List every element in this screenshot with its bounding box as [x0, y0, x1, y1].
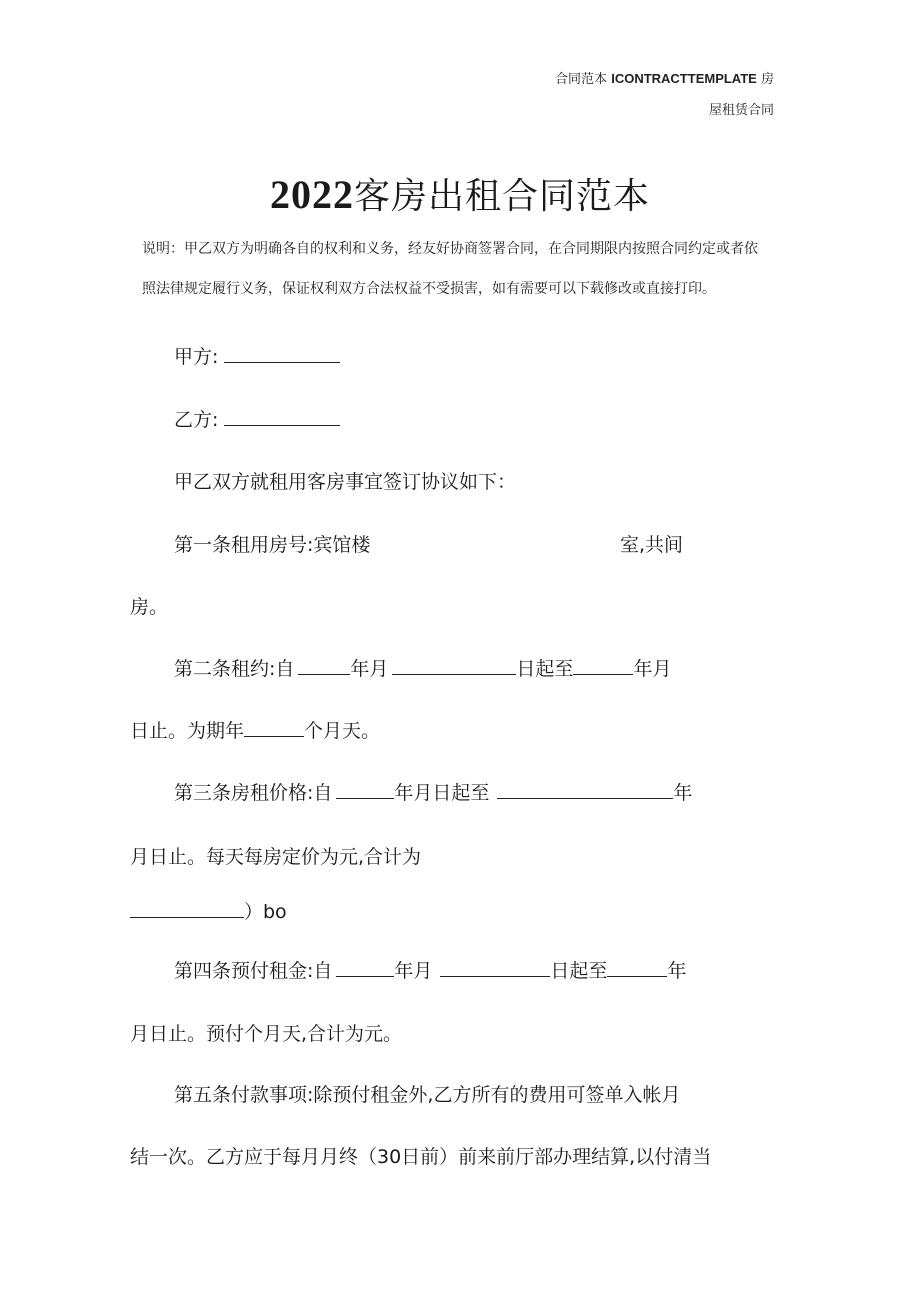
article2-blank-1[interactable] [298, 656, 350, 675]
article3-cont: 月日止。每天每房定价为元,合计为 [130, 846, 422, 868]
header-line1-latin: ICONTRACTTEMPLATE [611, 71, 757, 86]
article4-blank-3[interactable] [607, 958, 667, 977]
title-year: 2022 [269, 172, 354, 217]
article3-p3: 年 [673, 782, 693, 804]
article4-blank-2[interactable] [440, 958, 550, 977]
article3-p1: 第三条房租价格:自 [174, 782, 333, 804]
article4-cont: 月日止。预付个月天,合计为元。 [130, 1023, 403, 1045]
article1-line1 [174, 530, 370, 557]
article2-p1: 第二条租约:自 [174, 658, 295, 680]
header-line-1 [555, 68, 774, 87]
article3-p2: 年月日起至 [394, 782, 490, 804]
article1-part2: 室,共间 [620, 534, 684, 556]
article4-line1 [174, 956, 686, 983]
note-line-1: 说明：甲乙双方为明确各自的权利和义务，经友好协商签署合同，在合同期限内按照合同约定或者依 [142, 241, 758, 257]
party-a-blank[interactable] [224, 344, 340, 363]
note-line-2: 照法律规定履行义务，保证权利双方合法权益不受损害，如有需要可以下载修改或直接打印。 [142, 281, 716, 297]
article1-part1: 第一条租用房号:宾馆楼 [174, 534, 371, 556]
article3-tail: ）bo [244, 901, 287, 923]
party-b-line [174, 405, 340, 432]
party-b-label: 乙方: [174, 409, 219, 431]
article3-line3 [130, 897, 287, 924]
article4-p3: 日起至 [550, 960, 608, 982]
article4-p4: 年 [667, 960, 687, 982]
party-a-label: 甲方: [174, 346, 219, 368]
article2-line1 [174, 654, 671, 681]
article2-cont2: 个月天。 [304, 720, 381, 742]
article3-blank-3[interactable] [130, 899, 244, 918]
article3-line1 [174, 778, 692, 805]
party-a-line [174, 342, 340, 369]
article4-p2: 年月 [394, 960, 433, 982]
article3-blank-1[interactable] [336, 780, 394, 799]
article2-blank-4[interactable] [244, 718, 304, 737]
article2-cont1: 日止。为期年 [130, 720, 245, 742]
article2-line2 [130, 716, 380, 743]
article5-line2: 结一次。乙方应于每月月终（30日前）前来前厅部办理结算,以付清当 [130, 1146, 712, 1168]
article2-p2: 年月 [350, 658, 389, 680]
article2-blank-3[interactable] [573, 656, 633, 675]
intro-line: 甲乙双方就租用客房事宜签订协议如下： [174, 471, 517, 493]
party-b-blank[interactable] [224, 407, 340, 426]
title-text: 客房出租合同范本 [353, 176, 650, 217]
article5-line1: 第五条付款事项:除预付租金外,乙方所有的费用可签单入帐月 [174, 1084, 681, 1106]
article2-blank-2[interactable] [392, 656, 516, 675]
article1-cont: 房。 [130, 596, 169, 618]
header-line-2 [709, 99, 774, 118]
header-line1-cn: 合同范本 [555, 72, 608, 87]
article2-p4: 年月 [633, 658, 672, 680]
article2-p3: 日起至 [516, 658, 574, 680]
header-line2-text: 屋租赁合同 [708, 103, 774, 118]
article3-blank-2[interactable] [497, 780, 673, 799]
article4-p1: 第四条预付租金:自 [174, 960, 333, 982]
header-line1-tail: 房 [760, 72, 774, 87]
article4-blank-1[interactable] [336, 958, 394, 977]
page-title [0, 168, 920, 219]
